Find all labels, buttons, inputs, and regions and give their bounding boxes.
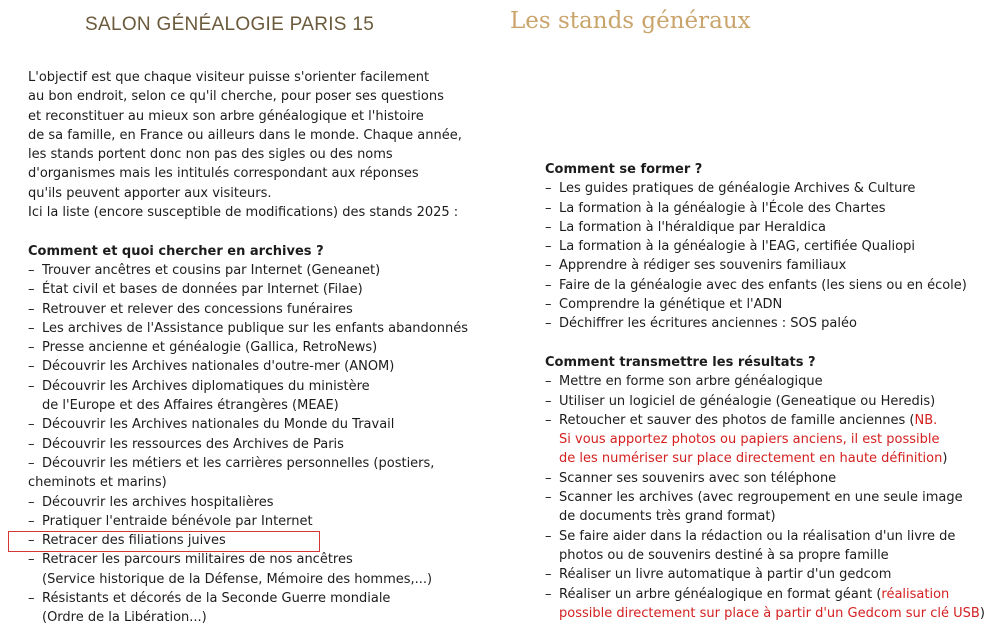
right-column xyxy=(545,160,985,623)
list-item: – Découvrir les Archives nationales du Monde du Travail xyxy=(28,415,498,434)
intro-line: d'organismes mais les intitulés correspondant aux réponses xyxy=(28,166,419,182)
section-title-former: Comment se former ? xyxy=(545,162,703,177)
giant-tree-note: réalisation xyxy=(881,586,950,602)
list-item: – Retrouver et relever des concessions funéraires xyxy=(28,300,498,319)
list-item: – Presse ancienne et généalogie (Gallica, RetroNews) xyxy=(28,338,498,357)
list-item: – État civil et bases de données par Internet (Filae) xyxy=(28,280,498,299)
list-item: – Comprendre la génétique et l'ADN xyxy=(545,295,970,314)
intro-line: au bon endroit, selon ce qu'il cherche, pour poser ses questions xyxy=(28,89,444,105)
list-item: – Se faire aider dans la rédaction ou la réalisation d'un livre de photos ou de souvenirs destiné à sa propre famille xyxy=(545,527,970,566)
intro-line: Ici la liste (encore susceptible de modifications) des stands 2025 : xyxy=(28,205,459,221)
stands-heading: Les stands généraux xyxy=(510,8,751,34)
giant-tree-note: possible directement sur place à partir d'un Gedcom sur clé USB xyxy=(559,605,980,621)
list-item: – Résistants et décorés de la Seconde Guerre mondiale (Ordre de la Libération...) xyxy=(28,589,498,628)
former-list xyxy=(545,179,970,333)
list-item: – Scanner ses souvenirs avec son téléphone xyxy=(545,469,970,488)
intro-line: et reconstituer au mieux son arbre généalogique et l'histoire xyxy=(28,108,424,124)
list-item: – Pratiquer l'entraide bénévole par Internet xyxy=(28,512,498,531)
scan-note: de les numériser sur place directement en haute définition xyxy=(559,451,943,467)
scan-note: Si vous apportez photos ou papiers anciens, il est possible xyxy=(559,432,940,448)
archives-list xyxy=(28,261,498,628)
transmettre-list xyxy=(545,372,985,623)
list-item: – Les guides pratiques de généalogie Archives & Culture xyxy=(545,179,970,198)
intro-line: les stands portent donc non pas des sigles ou des noms xyxy=(28,147,393,163)
section-title-archives: Comment et quoi chercher en archives ? xyxy=(28,243,324,259)
list-item: – Apprendre à rédiger ses souvenirs familiaux xyxy=(545,256,970,275)
list-item: – Scanner les archives (avec regroupement en une seule image de documents très grand format) xyxy=(545,488,970,527)
list-item: – Les archives de l'Assistance publique sur les enfants abandonnés xyxy=(28,319,498,338)
list-item: – Faire de la généalogie avec des enfants (les siens ou en école) xyxy=(545,276,970,295)
list-item: – La formation à la généalogie à l'École des Chartes xyxy=(545,199,970,218)
list-item: – Retracer les parcours militaires de nos ancêtres (Service historique de la Défense, Mémoire des hommes,...) xyxy=(28,550,498,589)
list-item-highlighted: – Retracer des filiations juives xyxy=(28,531,498,550)
list-item: – Déchiffrer les écritures anciennes : SOS paléo xyxy=(545,314,970,333)
list-item: – Trouver ancêtres et cousins par Internet (Geneanet) xyxy=(28,261,498,280)
list-item: – Découvrir les ressources des Archives de Paris xyxy=(28,435,498,454)
list-item: – La formation à l'héraldique par Heraldica xyxy=(545,218,970,237)
intro-paragraph xyxy=(28,68,498,222)
nb-note: NB. xyxy=(914,412,938,428)
list-item: – Réaliser un arbre généalogique en format géant (réalisation possible directement sur place à partir d'un Gedcom sur clé USB) xyxy=(545,585,970,624)
intro-line: qu'ils peuvent apporter aux visiteurs. xyxy=(28,185,272,201)
list-item: – Découvrir les Archives diplomatiques du ministère de l'Europe et des Affaires étrangères (MEAE) xyxy=(28,377,498,416)
salon-title: SALON GÉNÉALOGIE PARIS 15 xyxy=(85,14,375,35)
list-item: – Réaliser un livre automatique à partir d'un gedcom xyxy=(545,565,970,584)
list-item: – Utiliser un logiciel de généalogie (Geneatique ou Heredis) xyxy=(545,392,970,411)
intro-line: de sa famille, en France ou ailleurs dans le monde. Chaque année, xyxy=(28,127,462,143)
list-item: – Découvrir les Archives nationales d'outre-mer (ANOM) xyxy=(28,357,498,376)
list-item: – La formation à la généalogie à l'EAG, certifiée Qualiopi xyxy=(545,237,970,256)
highlight-box xyxy=(8,531,320,552)
list-item: – Retoucher et sauver des photos de famille anciennes (NB. Si vous apportez photos ou papiers anciens, il est possible de les numériser sur place directement en haute définition) xyxy=(545,411,970,469)
section-title-transmettre: Comment transmettre les résultats ? xyxy=(545,354,816,370)
intro-line: L'objectif est que chaque visiteur puisse s'orienter facilement xyxy=(28,70,430,85)
list-item: – Découvrir les métiers et les carrières personnelles (postiers, cheminots et marins) xyxy=(28,454,498,493)
list-item: – Mettre en forme son arbre généalogique xyxy=(545,372,970,391)
list-item: – Découvrir les archives hospitalières xyxy=(28,493,498,512)
